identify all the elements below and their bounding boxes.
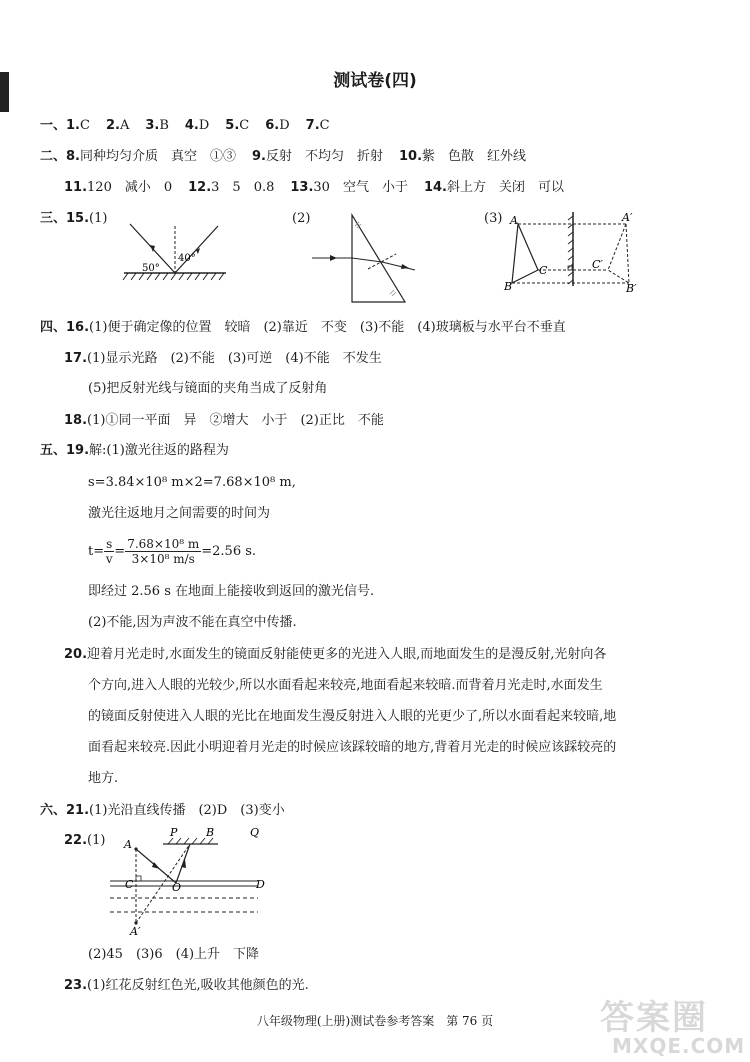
part-label: (1) [87,833,106,848]
mirror-image-diagram [498,210,648,295]
q18-line [64,412,384,430]
q19-line-2: s=3.84×10⁸ m×2=7.68×10⁸ m, [88,475,296,490]
section-label: 六、 [40,803,67,818]
q22-label [64,832,105,850]
page-title: 测试卷(四) [333,71,417,91]
formula-lhs: t= [88,544,105,559]
q-num: 8. [66,149,80,164]
point-O: O [172,881,182,894]
q-num: 14. [423,180,447,195]
fraction-distance-over-speed [125,537,201,566]
point-C-prime: C′ [592,258,603,271]
part-label: (2) [292,211,311,226]
section-label: 二、 [40,149,67,164]
answer: 同种均匀介质 真空 ①③ [80,149,237,164]
section-3-label [40,210,107,228]
q-num: 13. [290,180,314,195]
reflection-diagram [120,218,230,288]
answer: 迎着月光走时,水面发生的镜面反射能使更多的光进入人眼,而地面发生的是漫反射,光射向各 [87,647,607,662]
point-B: B [504,280,513,293]
q-num: 12. [188,180,212,195]
q-num: 17. [64,351,88,366]
watermark-url: MXQE.COM [612,1034,746,1058]
q-num: 5. [225,118,240,133]
q20-line-5: 地方. [88,771,119,786]
answer: 3 5 0.8 [211,180,275,195]
point-A: A [510,214,518,227]
q-num: 20. [64,647,88,662]
q19-line-5: 即经过 2.56 s 在地面上能接收到返回的激光信号. [88,584,375,599]
answer: (1)显示光路 (2)不能 (3)可逆 (4)不能 不发生 [87,351,382,366]
q20-line-2: 个方向,进入人眼的光较少,所以水面看起来较亮,地面看起来较暗.而背着月光走时,水面发生 [88,678,603,693]
numerator: 7.68×10⁸ m [127,537,200,551]
q17-line-1 [64,350,382,368]
q-num: 1. [66,118,80,133]
refraction-diagram [310,212,420,304]
q19-line-1 [40,442,229,460]
point-B-prime: B′ [626,282,637,295]
q-num: 22. [64,833,88,848]
point-B: B [206,826,215,839]
q21-line [40,802,285,820]
equals: = [114,544,126,559]
section-label: 一、 [40,118,67,133]
q19-line-6: (2)不能,因为声波不能在真空中传播. [88,615,297,630]
page-footer: 八年级物理(上册)测试卷参考答案 第 76 页 [256,1014,494,1028]
answer: C [239,118,250,133]
q17-line-2: (5)把反射光线与镜面的夹角当成了反射角 [88,381,328,396]
q-num: 21. [66,803,90,818]
q20-line-4: 面看起来较亮.因此小明迎着月光走的时候应该踩较暗的地方,背着月光走的时候应该踩较亮的 [88,740,617,755]
section-2-line-2 [64,179,564,197]
point-A: A [124,838,132,851]
q-num: 4. [184,118,199,133]
q16-line [40,319,566,337]
q20-line-3: 的镜面反射使进入人眼的光比在地面发生漫反射进入人眼的光更少了,所以水面看起来较暗,地 [88,709,617,724]
point-C: C [539,264,548,277]
section-label: 三、 [40,211,67,226]
q-num: 11. [64,180,88,195]
watermark-logo: 答案圈 [600,998,708,1038]
answer: A [119,118,130,133]
q-num: 19. [66,443,90,458]
answer: C [80,118,90,133]
q-num: 9. [252,149,266,164]
answer: C [319,118,330,133]
q-num: 16. [66,320,90,335]
part-label: (3) [484,211,503,226]
answer: D [279,118,290,133]
q-num: 3. [145,118,160,133]
answer: 斜上方 关闭 可以 [446,180,564,195]
angle-label-50: 50° [142,263,160,274]
answer: 反射 不均匀 折射 [266,149,384,164]
section-label: 五、 [40,443,67,458]
point-C: C [125,878,134,891]
section-label: 四、 [40,320,67,335]
q-num: 10. [399,149,423,164]
answer: 紫 色散 红外线 [422,149,527,164]
q22-answers: (2)45 (3)6 (4)上升 下降 [88,947,260,962]
angle-label-40: 40° [178,253,196,264]
point-Q: Q [250,826,260,839]
q-num: 15. [66,211,90,226]
section-2-line-1 [40,148,526,166]
formula-result: =2.56 s. [201,544,257,559]
q23-line [64,977,309,995]
point-A-prime: A′ [130,925,141,938]
answer: D [198,118,210,133]
part-label: (1) [89,211,108,226]
answer: 120 减小 0 [87,180,173,195]
q-num: 18. [64,413,88,428]
water-reflection-diagram [108,826,268,938]
point-A-prime: A′ [622,211,633,224]
q20-line-1 [64,646,606,664]
point-D: D [256,878,265,891]
answer: B [159,118,169,133]
q19-line-3: 激光往返地月之间需要的时间为 [88,506,271,521]
q-num: 7. [305,118,320,133]
answer: 30 空气 小于 [313,180,408,195]
q19-formula [88,536,256,568]
section-1 [40,117,330,135]
q-num: 2. [105,118,120,133]
q-num: 6. [265,118,280,133]
answer: 解:(1)激光往返的路程为 [89,443,229,458]
numerator: s [106,537,113,551]
q-num: 23. [64,978,88,993]
answer: (1)便于确定像的位置 较暗 (2)靠近 不变 (3)不能 (4)玻璃板与水平台不垂直 [89,320,566,335]
answer: (1)①同一平面 异 ②增大 小于 (2)正比 不能 [87,413,384,428]
fraction-s-over-v [104,537,114,566]
answer: (1)红花反射红色光,吸收其他颜色的光. [87,978,309,993]
denominator: 3×10⁸ m/s [131,552,195,566]
point-P: P [170,826,178,839]
denominator: v [105,552,113,566]
answer: (1)光沿直线传播 (2)D (3)变小 [89,803,285,818]
